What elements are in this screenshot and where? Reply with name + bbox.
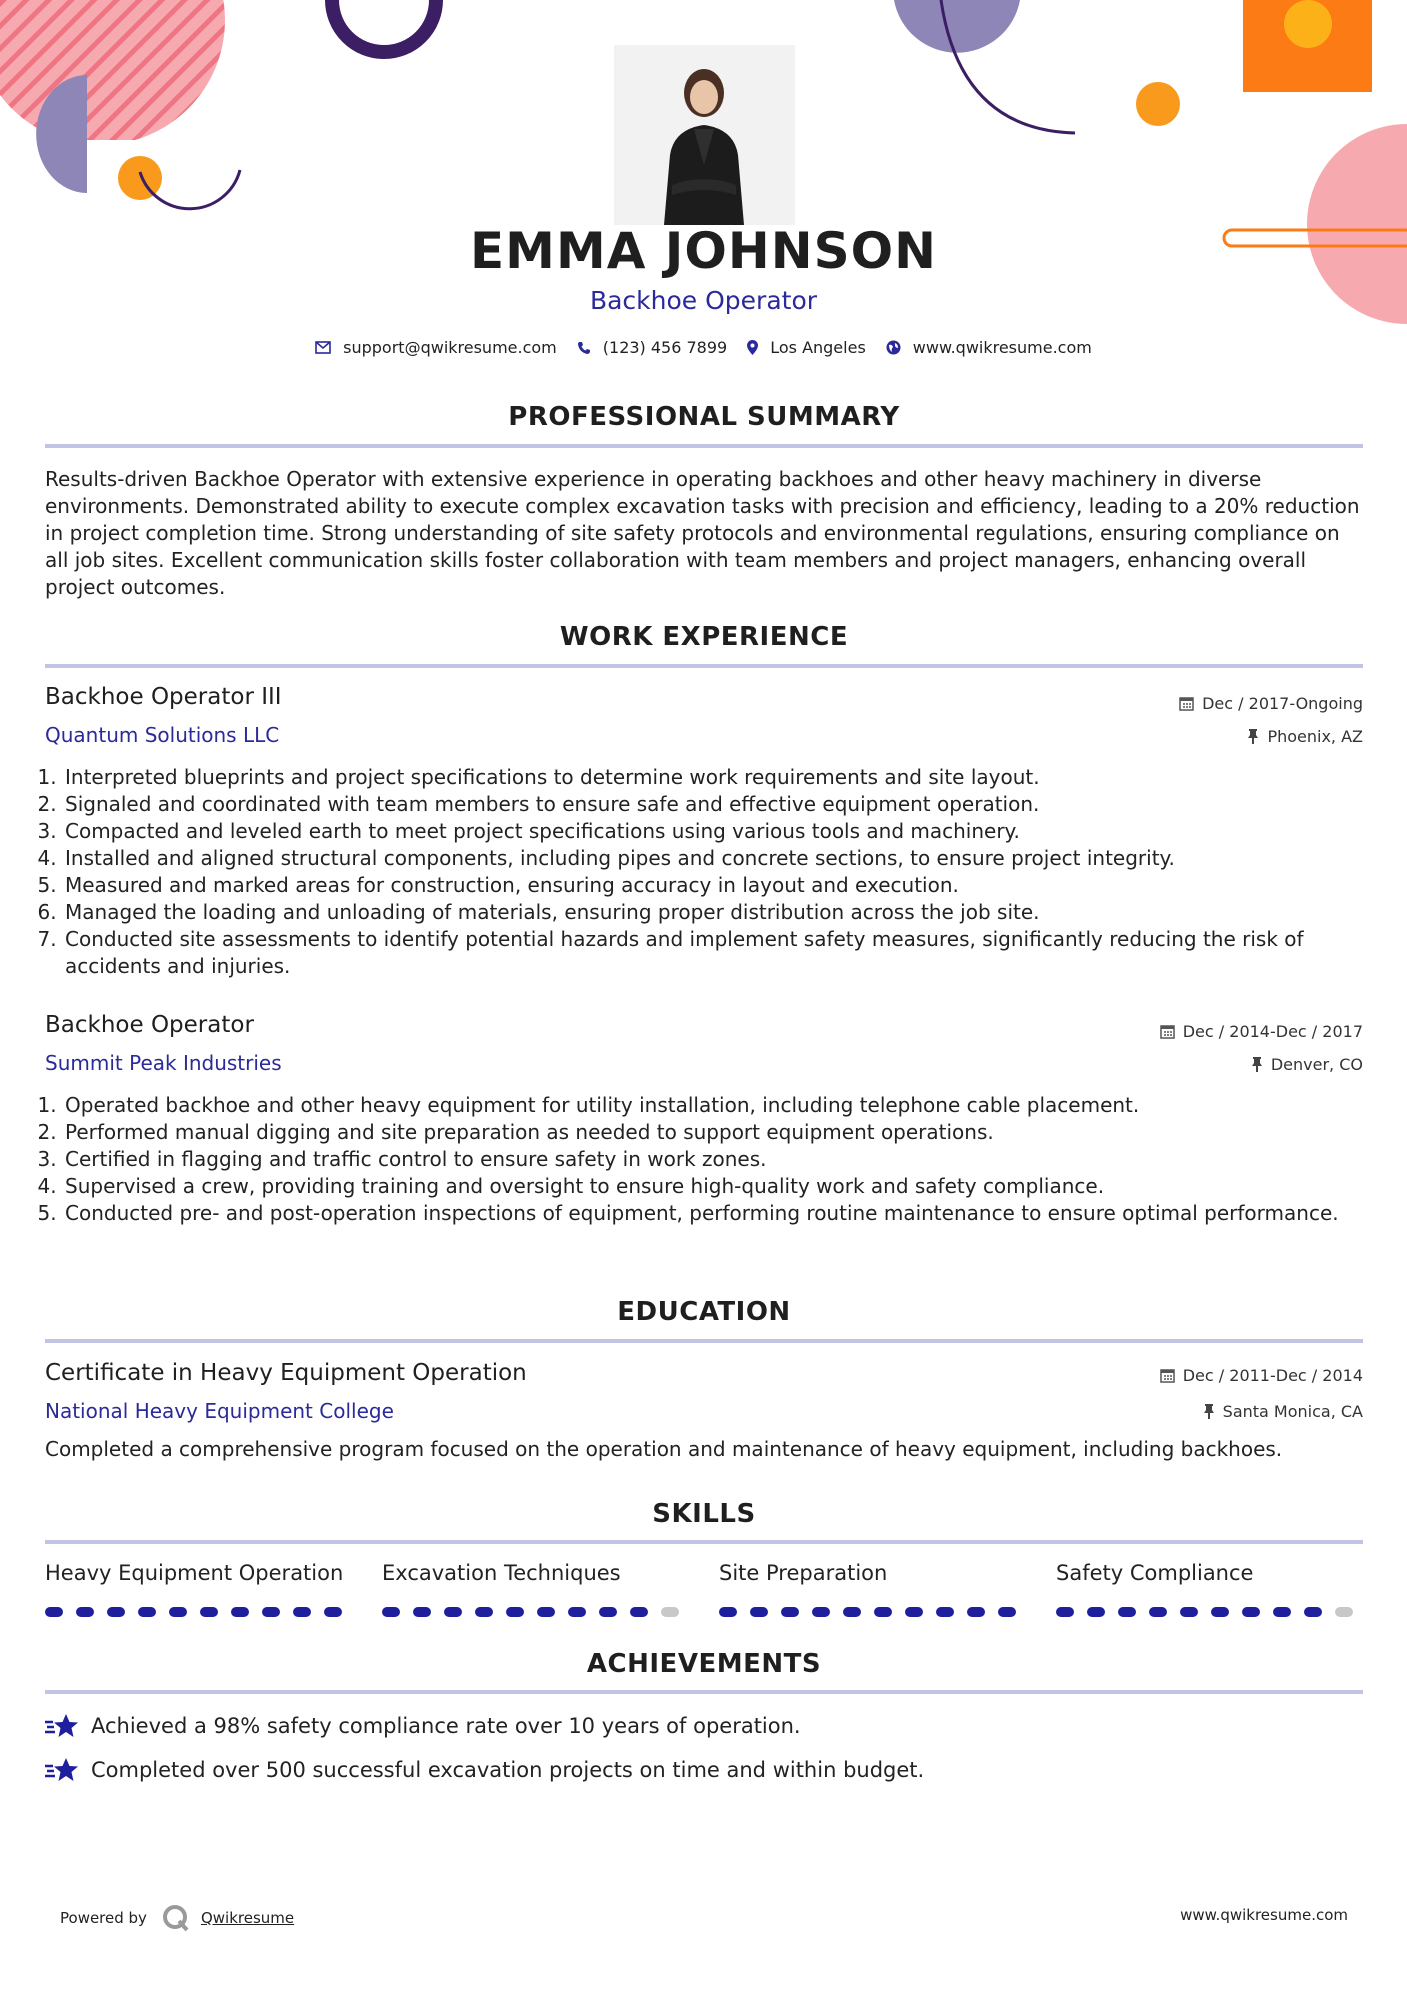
skills-heading: SKILLS <box>652 1499 756 1529</box>
rating-dot-filled <box>967 1607 985 1617</box>
rating-dot-filled <box>107 1607 125 1617</box>
rating-dot-filled <box>382 1607 400 1617</box>
envelope-icon <box>315 341 331 354</box>
section-divider <box>45 664 1363 668</box>
rating-dot-filled <box>169 1607 187 1617</box>
skill-name: Heavy Equipment Operation <box>45 1561 344 1585</box>
rating-dot-filled <box>76 1607 94 1617</box>
job-2-location <box>1251 1055 1363 1074</box>
education-dates <box>1160 1366 1363 1385</box>
globe-icon <box>886 340 901 355</box>
yellow-circle-shape <box>1284 0 1332 48</box>
job-2-dates-text: Dec / 2014-Dec / 2017 <box>1182 1022 1363 1041</box>
qwikresume-link[interactable]: Qwikresume <box>200 1909 295 1927</box>
list-item: 7. Conducted site assessments to identify potential hazards and implement safety measures, significantly reducing the risk of accidents and injuries. <box>63 926 1381 980</box>
phone-icon <box>577 341 591 355</box>
rating-dot-filled <box>568 1607 586 1617</box>
profile-photo <box>614 45 795 225</box>
list-item: 4. Installed and aligned structural components, including pipes and concrete sections, to ensure project integrity. <box>63 845 1381 872</box>
summary-heading: PROFESSIONAL SUMMARY <box>508 402 900 432</box>
job-1-location-text: Phoenix, AZ <box>1267 727 1363 746</box>
pin-icon <box>1247 729 1259 744</box>
section-divider <box>45 1339 1363 1343</box>
education-heading: EDUCATION <box>617 1297 791 1327</box>
rating-dot-filled <box>750 1607 768 1617</box>
rating-dot-filled <box>45 1607 63 1617</box>
job-2-title: Backhoe Operator <box>45 1012 254 1038</box>
candidate-name: EMMA JOHNSON <box>470 222 937 280</box>
contact-location <box>747 338 866 357</box>
rating-dot-filled <box>1304 1607 1322 1617</box>
job-title: Backhoe Operator <box>589 286 818 315</box>
rating-dot-filled <box>599 1607 617 1617</box>
rating-dot-filled <box>537 1607 555 1617</box>
powered-by-label: Powered by <box>60 1909 147 1927</box>
achievement-text: Achieved a 98% safety compliance rate over 10 years of operation. <box>91 1714 801 1738</box>
qwikresume-logo-icon <box>161 1903 191 1933</box>
star-icon <box>45 1757 79 1783</box>
star-icon <box>45 1713 79 1739</box>
rating-dot-filled <box>812 1607 830 1617</box>
rating-dot-filled <box>719 1607 737 1617</box>
rating-dot-filled <box>1056 1607 1074 1617</box>
skill-name: Excavation Techniques <box>382 1561 621 1585</box>
pin-icon <box>1251 1057 1263 1072</box>
job-1-dates-text: Dec / 2017-Ongoing <box>1202 694 1363 713</box>
rating-dot-filled <box>475 1607 493 1617</box>
rating-dot-filled <box>444 1607 462 1617</box>
pin-icon <box>1203 1404 1215 1419</box>
skill-rating <box>382 1607 692 1617</box>
list-item: 2. Signaled and coordinated with team members to ensure safe and effective equipment operation. <box>63 791 1381 818</box>
skill-name: Safety Compliance <box>1056 1561 1254 1585</box>
rating-dot-filled <box>630 1607 648 1617</box>
rating-dot-filled <box>936 1607 954 1617</box>
list-item: 3. Certified in flagging and traffic control to ensure safety in work zones. <box>63 1146 1381 1173</box>
achievement-item <box>45 1757 924 1783</box>
education-location-text: Santa Monica, CA <box>1222 1402 1363 1421</box>
contact-row <box>0 338 1407 357</box>
rating-dot-filled <box>138 1607 156 1617</box>
section-divider <box>45 1540 1363 1544</box>
skill-rating <box>45 1607 355 1617</box>
achievement-item <box>45 1713 801 1739</box>
calendar-icon <box>1160 1024 1175 1039</box>
calendar-icon <box>1179 696 1194 711</box>
list-item: 4. Supervised a crew, providing training and oversight to ensure high-quality work and safety compliance. <box>63 1173 1381 1200</box>
rating-dot-filled <box>874 1607 892 1617</box>
rating-dot-filled <box>324 1607 342 1617</box>
rating-dot-filled <box>262 1607 280 1617</box>
orange-circle-shape <box>1136 82 1180 126</box>
rating-dot-filled <box>200 1607 218 1617</box>
job-1-bullets <box>45 764 1381 980</box>
contact-phone[interactable] <box>577 338 727 357</box>
rating-dot-filled <box>781 1607 799 1617</box>
rating-dot-filled <box>1180 1607 1198 1617</box>
phone-text: (123) 456 7899 <box>602 338 728 357</box>
skill-rating <box>719 1607 1029 1617</box>
education-degree: Certificate in Heavy Equipment Operation <box>45 1360 527 1386</box>
list-item: 5. Conducted pre- and post-operation inspections of equipment, performing routine maintenance to ensure optimal performance. <box>63 1200 1381 1227</box>
list-item: 6. Managed the loading and unloading of materials, ensuring proper distribution across the job site. <box>63 899 1381 926</box>
rating-dot-filled <box>998 1607 1016 1617</box>
rating-dot-filled <box>231 1607 249 1617</box>
ring-shape <box>332 0 436 52</box>
job-2-company: Summit Peak Industries <box>45 1051 282 1075</box>
website-text: www.qwikresume.com <box>912 338 1092 357</box>
email-text: support@qwikresume.com <box>343 338 557 357</box>
rating-dot-empty <box>1335 1607 1353 1617</box>
job-1-location <box>1247 727 1363 746</box>
striped-circle-shape <box>0 0 225 145</box>
skill-name: Site Preparation <box>719 1561 888 1585</box>
rating-dot-filled <box>506 1607 524 1617</box>
job-2-location-text: Denver, CO <box>1270 1055 1363 1074</box>
footer-powered-by <box>60 1903 294 1933</box>
job-1-title: Backhoe Operator III <box>45 684 282 710</box>
rating-dot-empty <box>661 1607 679 1617</box>
job-1-company: Quantum Solutions LLC <box>45 723 280 747</box>
list-item: 1. Operated backhoe and other heavy equipment for utility installation, including telephone cable placement. <box>63 1092 1381 1119</box>
job-2-bullets <box>45 1092 1381 1227</box>
education-description: Completed a comprehensive program focused on the operation and maintenance of heavy equipment, including backhoes. <box>45 1437 1283 1461</box>
skill-rating <box>1056 1607 1366 1617</box>
skill-item <box>1056 1561 1366 1617</box>
skill-item <box>45 1561 355 1617</box>
education-school: National Heavy Equipment College <box>45 1399 394 1423</box>
job-2-dates <box>1160 1022 1363 1041</box>
contact-website[interactable] <box>886 338 1092 357</box>
section-divider <box>45 1690 1363 1694</box>
education-location <box>1203 1402 1363 1421</box>
rating-dot-filled <box>1211 1607 1229 1617</box>
rating-dot-filled <box>1149 1607 1167 1617</box>
rating-dot-filled <box>413 1607 431 1617</box>
rating-dot-filled <box>843 1607 861 1617</box>
summary-text: Results-driven Backhoe Operator with extensive experience in operating backhoes and other heavy machinery in diverse environments. Demonstrated ability to execute complex excavation tasks with precision and efficiency, leading to a 20% reduction in project completion time. Strong understanding of site safety protocols and environmental regulations, ensuring compliance on all job sites. Excellent communication skills foster collaboration with team members and project managers, enhancing overall project outcomes. <box>45 467 1360 599</box>
footer-website[interactable]: www.qwikresume.com <box>1180 1906 1348 1924</box>
education-dates-text: Dec / 2011-Dec / 2014 <box>1182 1366 1363 1385</box>
list-item: 1. Interpreted blueprints and project specifications to determine work requirements and site layout. <box>63 764 1381 791</box>
purple-semicircle-shape <box>894 0 1020 53</box>
skill-item <box>719 1561 1029 1617</box>
skill-item <box>382 1561 692 1617</box>
rating-dot-filled <box>1118 1607 1136 1617</box>
location-text: Los Angeles <box>770 338 866 357</box>
achievements-heading: ACHIEVEMENTS <box>586 1649 822 1679</box>
contact-email[interactable] <box>315 338 557 357</box>
map-marker-icon <box>747 340 758 355</box>
rating-dot-filled <box>293 1607 311 1617</box>
experience-heading: WORK EXPERIENCE <box>559 622 849 652</box>
list-item: 3. Compacted and leveled earth to meet project specifications using various tools and machinery. <box>63 818 1381 845</box>
achievement-text: Completed over 500 successful excavation projects on time and within budget. <box>91 1758 925 1782</box>
rating-dot-filled <box>1087 1607 1105 1617</box>
orange-dot-shape <box>118 156 162 200</box>
job-1-dates <box>1179 694 1363 713</box>
list-item: 2. Performed manual digging and site preparation as needed to support equipment operations. <box>63 1119 1381 1146</box>
section-divider <box>45 444 1363 448</box>
rating-dot-filled <box>905 1607 923 1617</box>
calendar-icon <box>1160 1368 1175 1383</box>
list-item: 5. Measured and marked areas for construction, ensuring accuracy in layout and execution. <box>63 872 1381 899</box>
rating-dot-filled <box>1242 1607 1260 1617</box>
rating-dot-filled <box>1273 1607 1291 1617</box>
